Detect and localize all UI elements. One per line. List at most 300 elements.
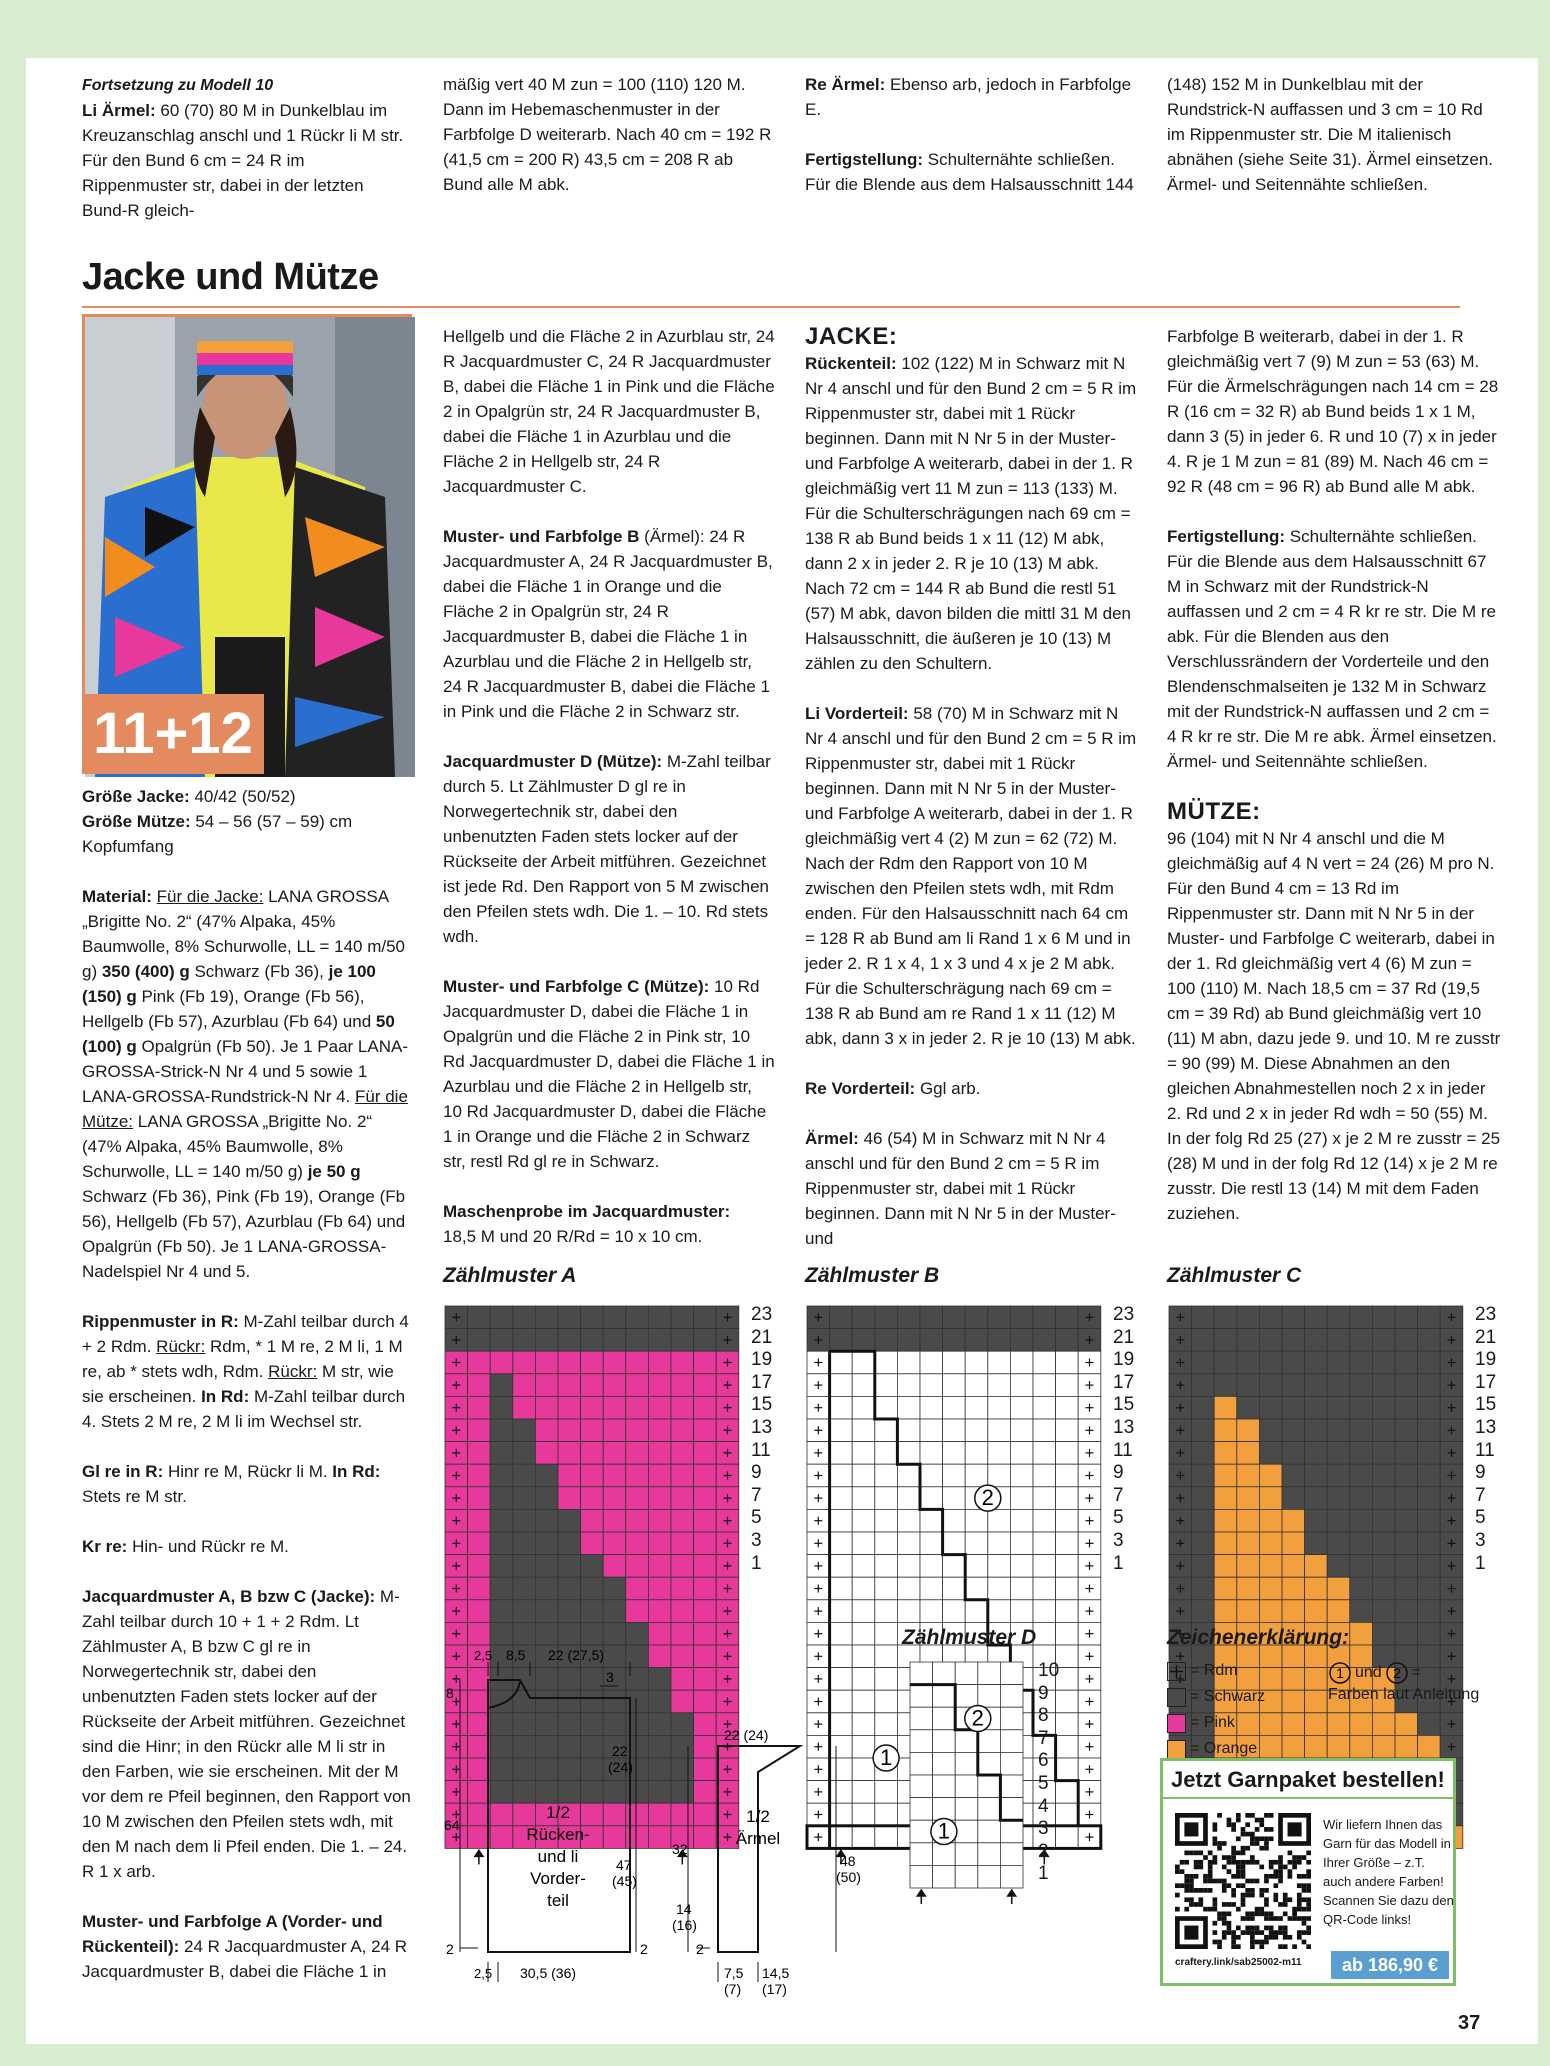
chart-cell	[1395, 1374, 1418, 1397]
qr-code[interactable]	[1175, 1813, 1311, 1949]
chart-cell	[875, 1351, 898, 1374]
promo-link[interactable]: craftery.link/sab25002-m11	[1175, 1957, 1302, 1968]
qr-module	[1278, 1869, 1283, 1874]
chart-cell	[671, 1577, 694, 1600]
qr-module	[1194, 1865, 1199, 1870]
qr-module	[1227, 1818, 1232, 1823]
qr-module	[1297, 1907, 1302, 1912]
qr-module	[1302, 1907, 1307, 1912]
chart-cell	[1214, 1419, 1237, 1442]
qr-module	[1278, 1855, 1283, 1860]
chart-cell	[1282, 1555, 1305, 1578]
dim-s2b: 2	[640, 1941, 648, 1957]
qr-module	[1231, 1827, 1236, 1832]
qr-module	[1273, 1874, 1278, 1879]
qr-module	[1184, 1897, 1189, 1902]
chart-cell	[468, 1555, 491, 1578]
chart-cell	[468, 1600, 491, 1623]
chart-cell	[1350, 1329, 1373, 1352]
chart-cell	[978, 1685, 1001, 1708]
qr-module	[1227, 1921, 1232, 1926]
chart-cell	[1033, 1555, 1056, 1578]
chart-cell	[1056, 1600, 1079, 1623]
qr-module	[1255, 1907, 1260, 1912]
chart-cell	[490, 1509, 513, 1532]
qr-module	[1194, 1888, 1199, 1893]
chart-cell	[978, 1662, 1001, 1685]
qr-module	[1180, 1883, 1185, 1888]
chart-cell	[955, 1798, 978, 1821]
chart-cell	[626, 1374, 649, 1397]
chart-cell	[897, 1396, 920, 1419]
chart-cell	[626, 1396, 649, 1419]
qr-module	[1245, 1926, 1250, 1931]
chart-cell	[513, 1600, 536, 1623]
qr-module	[1231, 1855, 1236, 1860]
qr-module	[1306, 1874, 1311, 1879]
legend-item-orange: = Orange	[1167, 1736, 1265, 1762]
chart-cell	[581, 1442, 604, 1465]
chart-cell	[1192, 1487, 1215, 1510]
qr-module	[1297, 1883, 1302, 1888]
chart-cell	[1327, 1532, 1350, 1555]
chart-cell	[1192, 1329, 1215, 1352]
chart-cell	[671, 1351, 694, 1374]
chart-cell	[875, 1374, 898, 1397]
chart-cell	[1282, 1396, 1305, 1419]
chart-cell	[1282, 1713, 1305, 1736]
qr-module	[1241, 1874, 1246, 1879]
chart-cell	[978, 1730, 1001, 1753]
chart-a-row-numbers	[751, 1304, 772, 1575]
qr-finder-core	[1184, 1822, 1198, 1836]
qr-module	[1250, 1879, 1255, 1884]
qr-module	[1222, 1935, 1227, 1940]
row-number: 21	[1113, 1326, 1135, 1348]
qr-module	[1198, 1860, 1203, 1865]
qr-module	[1288, 1851, 1293, 1856]
qr-module	[1213, 1907, 1218, 1912]
qr-module	[1208, 1860, 1213, 1865]
chart-cell	[1237, 1329, 1260, 1352]
qr-module	[1297, 1935, 1302, 1940]
chart-cell	[1305, 1329, 1328, 1352]
chart-cell	[910, 1798, 933, 1821]
qr-module	[1236, 1813, 1241, 1818]
qr-module	[1203, 1879, 1208, 1884]
qr-module	[1269, 1865, 1274, 1870]
chart-cell	[920, 1464, 943, 1487]
chart-cell	[513, 1374, 536, 1397]
qr-module	[1283, 1865, 1288, 1870]
chart-cell	[1350, 1374, 1373, 1397]
chart-cell	[671, 1464, 694, 1487]
chart-cell	[1327, 1374, 1350, 1397]
chart-cell	[1237, 1396, 1260, 1419]
dim-sl48b: (50)	[836, 1869, 861, 1885]
chart-cell	[1033, 1442, 1056, 1465]
chart-cell	[965, 1329, 988, 1352]
chart-cell	[920, 1374, 943, 1397]
row-number: 17	[1475, 1371, 1497, 1393]
chart-cell	[648, 1555, 671, 1578]
chart-cell	[1056, 1396, 1079, 1419]
chart-cell	[558, 1532, 581, 1555]
dim-s2a: 2	[446, 1941, 454, 1957]
qr-module	[1288, 1935, 1293, 1940]
qr-module	[1203, 1907, 1208, 1912]
chart-cell	[943, 1555, 966, 1578]
qr-module	[1217, 1944, 1222, 1949]
legend	[1167, 1658, 1265, 1762]
chart-cell	[1418, 1374, 1441, 1397]
chart-cell	[535, 1555, 558, 1578]
chart-cell	[581, 1532, 604, 1555]
chart-cell	[558, 1419, 581, 1442]
qr-module	[1288, 1869, 1293, 1874]
chart-cell	[1418, 1713, 1441, 1736]
chart-cell	[1327, 1306, 1350, 1329]
row-number: 7	[1113, 1484, 1124, 1506]
chart-cell	[1033, 1532, 1056, 1555]
qr-module	[1273, 1869, 1278, 1874]
qr-module	[1283, 1944, 1288, 1949]
qr-module	[1227, 1822, 1232, 1827]
chart-cell	[1010, 1487, 1033, 1510]
row-number: 1	[1475, 1552, 1486, 1574]
row-number: 11	[1113, 1439, 1133, 1461]
qr-module	[1213, 1827, 1218, 1832]
chart-cell	[1395, 1555, 1418, 1578]
title-rule	[82, 306, 1460, 308]
chart-cell	[1056, 1374, 1079, 1397]
chart-cell	[694, 1329, 717, 1352]
qr-module	[1236, 1935, 1241, 1940]
qr-module	[1175, 1865, 1180, 1870]
qr-module	[1297, 1897, 1302, 1902]
chart-cell	[535, 1600, 558, 1623]
chart-cell	[581, 1374, 604, 1397]
dim-sl14b: (16)	[672, 1917, 697, 1933]
row-number: 13	[1475, 1416, 1497, 1438]
chart-cell	[626, 1329, 649, 1352]
chart-cell	[1192, 1600, 1215, 1623]
chart-cell	[1305, 1442, 1328, 1465]
chart-cell	[648, 1509, 671, 1532]
chart-cell	[1214, 1396, 1237, 1419]
chart-cell	[648, 1442, 671, 1465]
chart-cell	[965, 1419, 988, 1442]
qr-module	[1222, 1883, 1227, 1888]
chart-cell	[1305, 1374, 1328, 1397]
chart-cell	[1282, 1374, 1305, 1397]
chart-cell	[1305, 1306, 1328, 1329]
qr-module	[1306, 1888, 1311, 1893]
chart-cell	[1305, 1509, 1328, 1532]
chart-cell	[852, 1351, 875, 1374]
row-number: 15	[751, 1394, 773, 1416]
qr-module	[1194, 1860, 1199, 1865]
qr-module	[1184, 1888, 1189, 1893]
qr-module	[1283, 1902, 1288, 1907]
chart-b-title: Zählmuster B	[805, 1264, 940, 1287]
chart-cell	[1033, 1306, 1056, 1329]
qr-module	[1236, 1851, 1241, 1856]
qr-module	[1217, 1940, 1222, 1945]
qr-module	[1222, 1841, 1227, 1846]
qr-module	[1259, 1836, 1264, 1841]
dim-s22b: (24)	[608, 1759, 633, 1775]
qr-module	[1180, 1860, 1185, 1865]
chart-cell	[965, 1600, 988, 1623]
chart-cell	[943, 1396, 966, 1419]
chart-cell	[1010, 1600, 1033, 1623]
chart-cell	[988, 1374, 1011, 1397]
qr-module	[1259, 1818, 1264, 1823]
qr-module	[1288, 1916, 1293, 1921]
dim-bw1: 2,5	[474, 1966, 493, 1981]
row-number: 19	[751, 1349, 773, 1371]
chart-cell	[694, 1487, 717, 1510]
chart-cell	[1192, 1419, 1215, 1442]
qr-module	[1213, 1930, 1218, 1935]
qr-module	[1283, 1911, 1288, 1916]
chart-cell	[1033, 1351, 1056, 1374]
qr-module	[1227, 1902, 1232, 1907]
qr-module	[1273, 1935, 1278, 1940]
qr-module	[1288, 1897, 1293, 1902]
qr-module	[1264, 1827, 1269, 1832]
chart-cell	[558, 1577, 581, 1600]
chart-cell	[830, 1487, 853, 1510]
chart-cell	[468, 1374, 491, 1397]
qr-module	[1283, 1926, 1288, 1931]
chart-cell	[671, 1487, 694, 1510]
row-number: 19	[1475, 1349, 1497, 1371]
chart-cell	[955, 1752, 978, 1775]
qr-module	[1227, 1855, 1232, 1860]
chart-cell	[955, 1775, 978, 1798]
chart-cell	[897, 1351, 920, 1374]
chart-cell	[1192, 1577, 1215, 1600]
hat-heading: MÜTZE:	[1167, 798, 1261, 825]
row-number: 13	[1113, 1416, 1135, 1438]
chart-cell	[910, 1820, 933, 1843]
qr-module	[1255, 1911, 1260, 1916]
chart-cell	[875, 1487, 898, 1510]
row-number: 1	[1038, 1863, 1049, 1885]
dim-s47: 47	[616, 1857, 632, 1873]
qr-module	[1213, 1921, 1218, 1926]
yarn-package-promo[interactable]	[1160, 1758, 1456, 1986]
middle-column: Hellgelb und die Fläche 2 in Azurblau str, 24 R Jacquardmuster C, 24 R Jacquardmuster B, dabei die Fläche 1 in Pink und die Fläche 2 in Opalgrün str, 24 R Jacquardmuster B, dabei die Fläche 1 in Azurblau und die Fläche 2 in Hellgelb str, 24 R Jacquardmuster C. Muster- und Farbfolge B (Ärmel): 24 R Jacquardmuster A, 24 R Jacquardmuster B, dabei die Fläche 1 in Orange und die Fläche 2 in Opalgrün str, 24 R Jacquardmuster B, dabei die Fläche 1 in Azurblau und die Fläche 2 in Hellgelb str, 24 R Jacquardmuster B, dabei die Fläche 1 in Pink und die Fläche 2 in Schwarz str. Jacquardmuster D (Mütze): M-Zahl teilbar durch 5. Lt Zählmuster D gl re in Norwegertechnik str, dabei den unbenutzten Faden stets locker auf der Rückseite der Arbeit mitführen. Gezeichnet ist jede Rd. Den Rapport von 5 M zwischen den Pfeilen stets wdh. Die 1. – 10. Rd stets wdh. Muster- und Farbfolge C (Mütze): 10 Rd Jacquardmuster D, dabei die Fläche 1 in Opalgrün und die Fläche 2 in Pink str, 10 Rd Jacquardmuster D, dabei die Fläche 1 in Azurblau und die Fläche 2 in Hellgelb str, 10 Rd Jacquardmuster D, dabei die Fläche 1 in Orange und die Fläche 2 in Schwarz str, restl Rd gl re in Schwarz. Maschenprobe im Jacquardmuster: 18,5 M und 20 R/Rd = 10 x 10 cm.	[443, 327, 775, 1246]
chart-cell	[875, 1555, 898, 1578]
chart-cell	[830, 1396, 853, 1419]
qr-module	[1217, 1846, 1222, 1851]
qr-module	[1231, 1940, 1236, 1945]
chart-cell	[1259, 1600, 1282, 1623]
page-title: Jacke und Mütze	[82, 256, 379, 298]
chart-cell	[1372, 1622, 1395, 1645]
chart-cell	[468, 1577, 491, 1600]
dim-w3: 22 (27,5)	[548, 1647, 605, 1663]
dim-s3: 3	[606, 1669, 614, 1685]
row-number: 11	[751, 1439, 771, 1461]
qr-module	[1231, 1860, 1236, 1865]
row-number: 17	[1113, 1371, 1135, 1393]
qr-module	[1245, 1916, 1250, 1921]
qr-module	[1198, 1865, 1203, 1870]
qr-module	[1175, 1907, 1180, 1912]
row-number: 7	[751, 1484, 762, 1506]
chart-cell	[468, 1306, 491, 1329]
chart-cell	[1418, 1577, 1441, 1600]
promo-price[interactable]: ab 186,90 €	[1331, 1951, 1449, 1979]
qr-module	[1198, 1888, 1203, 1893]
chart-cell	[1395, 1713, 1418, 1736]
chart-cell	[1033, 1600, 1056, 1623]
chart-cell	[1056, 1351, 1079, 1374]
chart-cell	[581, 1555, 604, 1578]
row-number: 17	[751, 1371, 773, 1393]
promo-info: Wir liefern Ihnen das Garn für das Modell in Ihrer Größe – z.T. auch andere Farben! Scannen Sie dazu den QR-Code links!	[1323, 1817, 1454, 1927]
chart-cell	[1350, 1442, 1373, 1465]
row-number: 8	[1038, 1705, 1049, 1727]
qr-module	[1259, 1865, 1264, 1870]
chart-cell	[988, 1509, 1011, 1532]
qr-module	[1245, 1813, 1250, 1818]
qr-module	[1208, 1879, 1213, 1884]
chart-cell	[988, 1306, 1011, 1329]
dim-s64: 64	[444, 1817, 460, 1833]
chart-cell	[988, 1555, 1011, 1578]
chart-cell	[965, 1396, 988, 1419]
row-number: 1	[751, 1552, 762, 1574]
chart-cell	[988, 1419, 1011, 1442]
qr-module	[1302, 1883, 1307, 1888]
chart-cell	[978, 1843, 1001, 1866]
qr-module	[1259, 1893, 1264, 1898]
chart-cell	[468, 1419, 491, 1442]
qr-module	[1189, 1874, 1194, 1879]
chart-cell	[1282, 1532, 1305, 1555]
qr-module	[1241, 1893, 1246, 1898]
chart-cell	[535, 1329, 558, 1352]
chart-cell	[671, 1555, 694, 1578]
chart-cell	[1192, 1442, 1215, 1465]
qr-module	[1241, 1865, 1246, 1870]
qr-module	[1236, 1869, 1241, 1874]
chart-cell	[1350, 1464, 1373, 1487]
chart-cell	[1372, 1577, 1395, 1600]
chart-cell	[490, 1419, 513, 1442]
chart-cell	[468, 1329, 491, 1352]
chart-cell	[1192, 1509, 1215, 1532]
chart-cell	[978, 1775, 1001, 1798]
qr-module	[1255, 1860, 1260, 1865]
chart-cell	[943, 1464, 966, 1487]
chart-cell	[1327, 1419, 1350, 1442]
chart-cell	[955, 1730, 978, 1753]
qr-module	[1288, 1860, 1293, 1865]
chart-cell	[513, 1351, 536, 1374]
area-number-label: 1	[937, 1818, 951, 1844]
row-number: 9	[751, 1462, 762, 1484]
chart-cell	[535, 1374, 558, 1397]
chart-cell	[671, 1509, 694, 1532]
qr-module	[1198, 1897, 1203, 1902]
chart-cell	[1350, 1713, 1373, 1736]
chart-cell	[933, 1752, 956, 1775]
qr-module	[1184, 1879, 1189, 1884]
chart-cell	[920, 1532, 943, 1555]
chart-c-row-numbers	[1475, 1304, 1496, 1575]
chart-cell	[535, 1464, 558, 1487]
chart-cell	[910, 1707, 933, 1730]
qr-module	[1198, 1902, 1203, 1907]
chart-cell	[897, 1487, 920, 1510]
chart-d-title: Zählmuster D	[902, 1626, 1037, 1649]
chart-cell	[671, 1396, 694, 1419]
chart-cell	[1305, 1419, 1328, 1442]
chart-cell	[513, 1509, 536, 1532]
chart-cell	[920, 1419, 943, 1442]
chart-cell	[897, 1329, 920, 1352]
chart-cell	[875, 1577, 898, 1600]
chart-cell	[852, 1577, 875, 1600]
chart-cell	[581, 1396, 604, 1419]
chart-cell	[965, 1442, 988, 1465]
chart-cell	[671, 1329, 694, 1352]
chart-cell	[1395, 1329, 1418, 1352]
chart-cell	[648, 1487, 671, 1510]
qr-module	[1302, 1921, 1307, 1926]
chart-cell	[1372, 1306, 1395, 1329]
chart-cell	[603, 1532, 626, 1555]
chart-cell	[1192, 1306, 1215, 1329]
qr-module	[1184, 1874, 1189, 1879]
chart-cell	[1259, 1442, 1282, 1465]
chart-cell	[1237, 1419, 1260, 1442]
chart-cell	[535, 1419, 558, 1442]
chart-cell	[626, 1487, 649, 1510]
chart-cell	[1418, 1532, 1441, 1555]
chart-cell	[603, 1351, 626, 1374]
chart-cell	[671, 1600, 694, 1623]
qr-module	[1241, 1869, 1246, 1874]
qr-module	[1217, 1911, 1222, 1916]
chart-cell	[1350, 1555, 1373, 1578]
dim-sb2: 14,5	[762, 1965, 790, 1981]
chart-cell	[897, 1555, 920, 1578]
chart-cell	[1010, 1464, 1033, 1487]
chart-cell	[1327, 1600, 1350, 1623]
body-label-2: Rücken-	[526, 1825, 590, 1844]
qr-module	[1241, 1832, 1246, 1837]
hat-column: Farbfolge B weiterarb, dabei in der 1. R gleichmäßig vert 7 (9) M zun = 53 (63) M. Für die Ärmelschrägungen nach 14 cm = 28 R (16 cm = 32 R) ab Bund beids 1 x 1 M, dann 3 (5) in jeder 6. R und 10 (7) x in jeder 4. R je 1 M zun = 81 (89) M. Nach 46 cm = 92 R (48 cm = 96 R) ab Bund alle M abk. Fertigstellung: Schulternähte schließen. Für die Blende aus dem Halsausschnitt 67 M in Schwarz mit der Rundstrick-N auffassen und 2 cm = 4 R kr re str. Die M re abk. Für die Blenden aus den Verschlussrändern der Vorderteile und den Blendenschmalseiten je 132 M in Schwarz mit der Rundstrick-N auffassen und 2 cm = 4 R kr re str. Die M re abk. Ärmel einsetzen. Ärmel- und Seitennähte schließen. MÜTZE: 96 (104) mit N Nr 4 anschl und die M gleichmäßig auf 4 N vert = 24 (26) M pro N. Für den Bund 4 cm = 13 Rd im Rippenmuster str. Dann mit N Nr 5 in der Muster- und Farbfolge C weiterarb, dabei in der 1. Rd gleichmäßig vert 4 (6) M zun = 100 (110) M. Nach 18,5 cm = 37 Rd (19,5 cm = 39 Rd) ab Bund gleichmäßig vert 10 (11) M abn, dazu jede 9. und 10. M re zusstr = 90 (99) M. Diese Abnahmen an den gleichen Abnahmestellen noch 2 x in jeder 2. Rd und 2 x in jeder Rd wdh = 50 (55) M. In der folg Rd 25 (27) x je 2 M re zusstr = 25 (28) M und in der folg Rd 12 (14) x je 2 M re zusstr. Die restl 13 (14) M mit dem Faden zuziehen.	[1167, 327, 1501, 1223]
qr-module	[1264, 1926, 1269, 1931]
qr-module	[1259, 1907, 1264, 1912]
qr-module	[1278, 1944, 1283, 1949]
model-number-badge: 11+12	[82, 694, 264, 774]
chart-cell	[933, 1865, 956, 1888]
qr-module	[1222, 1902, 1227, 1907]
chart-cell	[1056, 1532, 1079, 1555]
qr-module	[1297, 1855, 1302, 1860]
qr-module	[1297, 1930, 1302, 1935]
chart-cell	[1372, 1374, 1395, 1397]
chart-cell	[1372, 1555, 1395, 1578]
